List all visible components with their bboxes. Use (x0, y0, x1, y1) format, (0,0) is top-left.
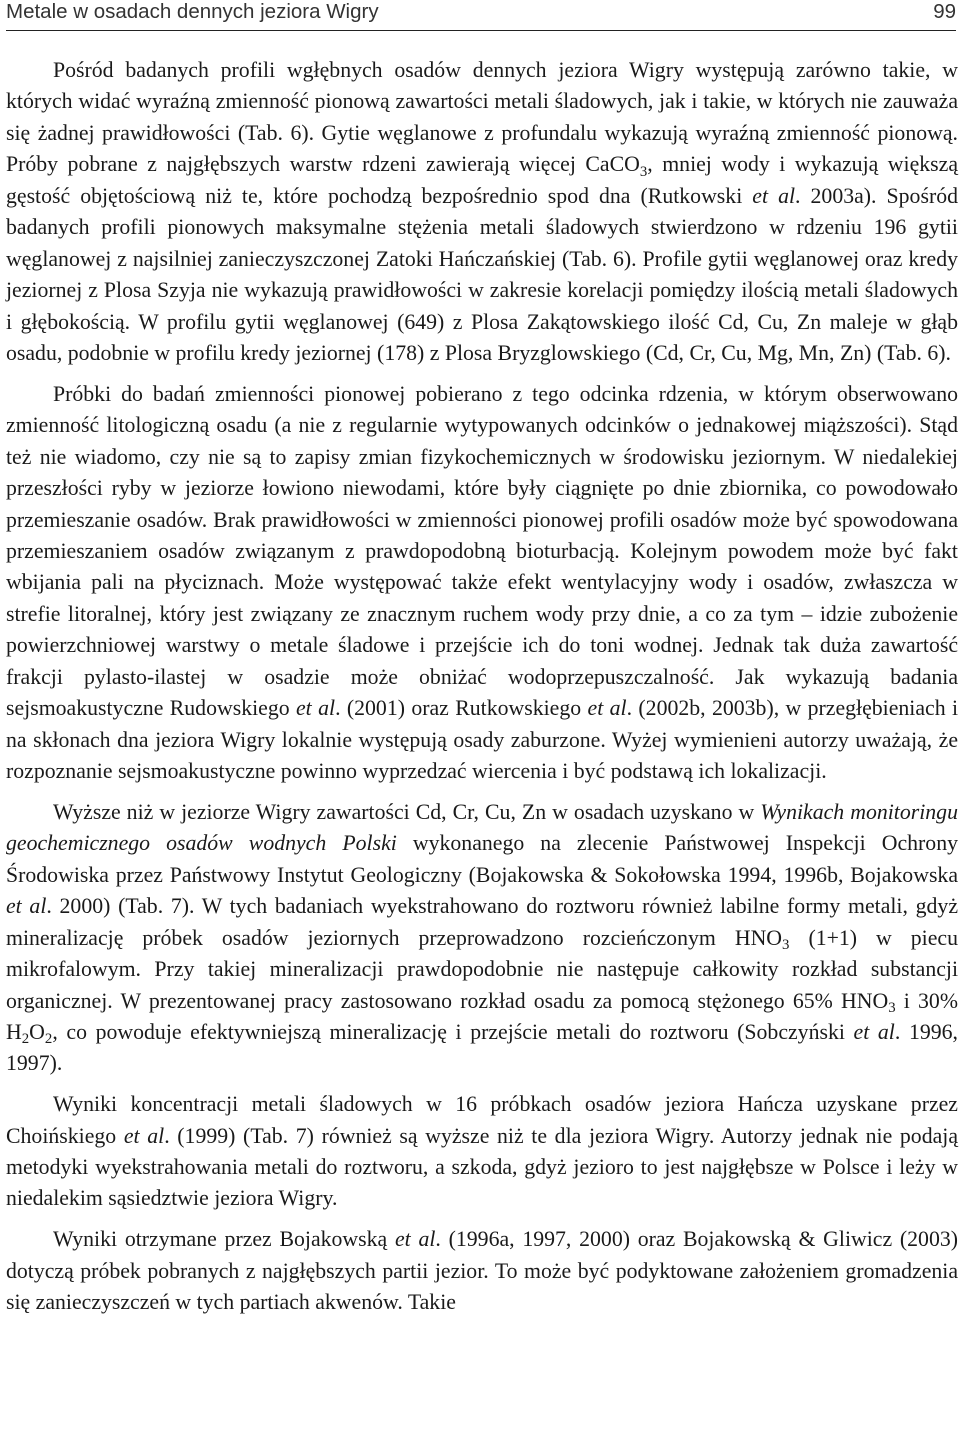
text-run: Próbki do badań zmienności pionowej pobierano z tego odcinka rdzenia, w którym obserwowano zmienność litologiczną osadu (a nie z regularnie wytypowanych odcinków o jednakowej miąższości). Stąd też nie wiadomo, czy nie są to zapisy zmian fizykochemicznych w środowisku jeziornym. W niedalekiej przeszłości ryby w jeziorze łowiono niewodami, które były ciągnięte po dnie zbiornika, co powodowało przemieszanie osadów. Brak prawidłowości w zmienności pionowej profili osadów może być spowodowana przemieszaniem osadów związanym z prawdopodobną bioturbacją. Kolejnym powodem może być fakt wbijania pali na płyciznach. Może występować także efekt wentylacyjny wody i osadów, zwłaszcza w strefie litoralnej, który jest związany ze znacznym ruchem wody przy dnie, a co za tym – idzie zubożenie powierzchniowej warstwy o metale śladowe i przejście ich do toni wodnej. Jednak tak duża zawartość frakcji pylasto-ilastej w osadzie może obniżać wodoprzepuszczalność. Jak wykazują badania sejsmoakustyczne Rudowskiego (6, 381, 958, 721)
text-run: . 2003a). Spośród badanych profili pionowych maksymalne stężenia metali śladowych stwierdzono w rdzeniu 196 gytii węglanowej z najsilniej zanieczyszczonej Zatoki Hańczańskiej (Tab. 6). Profile gytii węglanowej oraz kredy jeziornej z Plosa Szyja nie wykazują prawidłowości w zakresie korelacji pomiędzy ilością metali śladowych i głębokością. W profilu gytii węglanowej (649) z Plosa Zakątowskiego ilość Cd, Cu, Zn maleje w głąb osadu, podobnie w profilu kredy jeziornej (178) z Plosa Bryzglowskiego (Cd, Cr, Cu, Mg, Mn, Zn) (Tab. 6). (6, 183, 958, 366)
text-run: Wyższe niż w jeziorze Wigry zawartości Cd, Cr, Cu, Zn w osadach uzyskano w (53, 799, 761, 824)
text-run: wykonanego na zlecenie Państwowej Inspekcji Ochrony Środowiska przez Państwowy Instytut Geologiczny (Bojakowska & Sokołowska 1994, 1996b, Bojakowska (6, 831, 958, 887)
subscript: 2 (44, 1031, 53, 1048)
italic-text: et al (587, 696, 627, 721)
text-run: . 1996, 1997). (6, 1019, 958, 1076)
paragraph (6, 797, 958, 1080)
italic-text: et al (394, 1227, 436, 1252)
text-run: . 2000) (Tab. 7). W tych badaniach wyekstrahowano do roztworu również labilne formy metali, gdyż mineralizację próbek osadów jeziornych przeprowadzono rozcieńczonym HNO (6, 894, 958, 950)
italic-text: Wynikach monitoringu geochemicznego osadów wodnych Polski (6, 799, 958, 856)
text-run: Wyniki koncentracji metali śladowych w 16 próbkach osadów jeziora Hańcza uzyskane przez Choińskiego (6, 1092, 958, 1148)
text-run: i 30% H (6, 988, 958, 1044)
paragraph (6, 55, 958, 370)
running-title: Metale w osadach dennych jeziora Wigry (6, 0, 379, 23)
text-run: . (2002b, 2003b), w przegłębieniach i na skłonach dna jeziora Wigry lokalnie występują osady zaburzone. Wyżej wymienieni autorzy uważają, że rozpoznanie sejsmoakustyczne powinno wyprzedzać wiercenia i być podstawą ich lokalizacji. (6, 696, 959, 784)
running-header (6, 0, 956, 31)
italic-text: et al (853, 1019, 895, 1044)
paragraph (6, 1089, 958, 1215)
body-text (6, 55, 958, 1318)
italic-text: et al (123, 1123, 165, 1148)
text-run: . (2001) oraz Rutkowskiego (335, 696, 588, 721)
italic-text: et al (752, 183, 796, 208)
text-run: Wyniki otrzymane przez Bojakowską (53, 1227, 395, 1252)
subscript: 3 (888, 999, 896, 1016)
subscript: 2 (21, 1031, 30, 1048)
text-run: . (1996a, 1997, 2000) oraz Bojakowską & Gliwicz (2003) dotyczą próbek pobranych z najgłębszych partii jezior. To może być podyktowane założeniem gromadzenia się zanieczyszczeń w tych partiach akwenów. Takie (6, 1227, 959, 1314)
text-run: . (1999) (Tab. 7) również są wyższe niż te dla jeziora Wigry. Autorzy jednak nie podają metodyki wyekstrahowania metali do roztworu, a szkoda, gdyż jezioro to jest najgłębsze w Polsce i leży w niedalekim sąsiedztwie jeziora Wigry. (6, 1123, 958, 1211)
text-run: , co powoduje efektywniejszą mineralizację i przejście metali do roztworu (Sobczyński (52, 1019, 854, 1044)
subscript: 3 (639, 163, 648, 180)
text-run: (1+1) w piecu mikrofalowym. Przy takiej mineralizacji prawdopodobnie nie następuje całkowity rozkład substancji organicznej. W prezentowanej pracy zastosowano rozkład osadu za pomocą stężonego 65% HNO (6, 925, 958, 1013)
italic-text: et al (6, 894, 47, 919)
page-number: 99 (933, 0, 956, 23)
text-run: O (29, 1019, 45, 1044)
paragraph (6, 1224, 958, 1318)
subscript: 3 (782, 937, 790, 954)
paragraph (6, 379, 958, 788)
italic-text: et al (296, 696, 336, 721)
text-run: Pośród badanych profili wgłębnych osadów dennych jeziora Wigry występują zarówno takie, w których widać wyraźną zmienność pionową zawartości metali śladowych, jak i takie, w których nie zauważa się żadnej prawidłowości (Tab. 6). Gytie węglanowe z profundalu wykazują wyraźną zmienność pionową. Próby pobrane z najgłębszych warstw rdzeni zawierają więcej CaCO (6, 58, 958, 177)
text-run: , mniej wody i wykazują większą gęstość objętościową niż te, które pochodzą bezpośrednio spod dna (Rutkowski (6, 152, 958, 208)
